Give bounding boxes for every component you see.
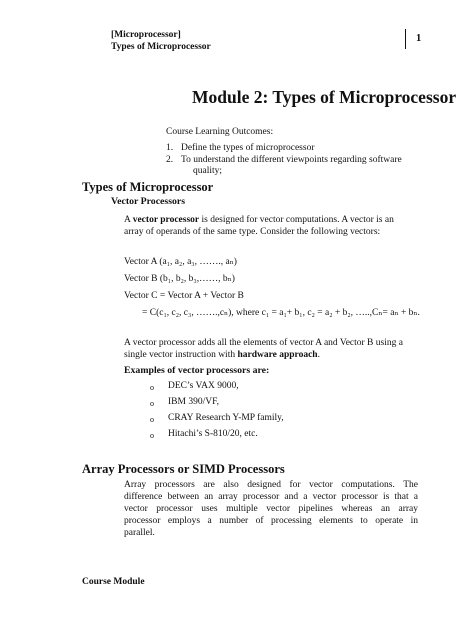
vector-c-expansion: = C(c₁, c₂, c₃, …….,cₙ), where c₁ = a₁+ b₁, c₂ = a₂ + b₂, …..,Cₙ= aₙ + bₙ. bbox=[142, 308, 420, 318]
array-para-line: Array processors are also designed for vector computations. The bbox=[124, 480, 418, 490]
array-para-line: vector processor uses multiple vector pipelines whereas an array bbox=[124, 504, 418, 514]
array-para-line: parallel. bbox=[124, 528, 155, 538]
vector-a: Vector A (a₁, a₂, a₃, ……., aₙ) bbox=[124, 257, 237, 267]
outcome-item-1: Define the types of microprocessor bbox=[181, 143, 315, 153]
examples-heading: Examples of vector processors are: bbox=[124, 365, 270, 376]
vector-add-line1: A vector processor adds all the elements of vector A and Vector B using a bbox=[124, 338, 403, 348]
vector-def-pre: A bbox=[124, 215, 133, 225]
outcome-item-2: To understand the different viewpoints regarding software bbox=[181, 155, 402, 165]
page-footer: Course Module bbox=[82, 577, 145, 587]
header-topic: Types of Microprocessor bbox=[111, 42, 211, 52]
vector-c: Vector C = Vector A + Vector B bbox=[124, 291, 244, 301]
bullet-marker: o bbox=[150, 399, 154, 408]
outcome-item-1-num: 1. bbox=[166, 143, 174, 153]
bullet-marker: o bbox=[150, 431, 154, 440]
outcomes-heading: Course Learning Outcomes: bbox=[166, 127, 274, 137]
array-para-line: processor employs a number of processing elements to operate in bbox=[124, 516, 418, 526]
vector-def-line2: array of operands of the same type. Consider the following vectors: bbox=[124, 227, 381, 237]
section-heading-array: Array Processors or SIMD Processors bbox=[82, 462, 285, 476]
example-item: IBM 390/VF, bbox=[168, 397, 219, 407]
vector-add-bold: hardware approach bbox=[237, 350, 318, 360]
page-number: 1 bbox=[416, 33, 422, 44]
bullet-marker: o bbox=[150, 383, 154, 392]
vector-def-post: is designed for vector computations. A vector is an bbox=[199, 215, 394, 225]
running-header bbox=[111, 29, 211, 53]
page-title: Module 2: Types of Microprocessor bbox=[192, 87, 457, 107]
subheading-vector-processors: Vector Processors bbox=[111, 196, 186, 207]
example-item: DEC’s VAX 9000, bbox=[168, 381, 239, 391]
section-heading-types: Types of Microprocessor bbox=[82, 180, 214, 194]
header-course: [Microprocessor] bbox=[111, 30, 181, 40]
array-para-line: difference between an array processor and a vector processor is that a bbox=[124, 492, 418, 502]
vector-def-term: vector processor bbox=[132, 215, 200, 225]
outcome-item-2-cont: quality; bbox=[193, 166, 223, 176]
vector-def-line1 bbox=[124, 214, 394, 227]
example-item: CRAY Research Y-MP family, bbox=[168, 413, 284, 423]
header-divider bbox=[405, 29, 406, 49]
vector-b: Vector B (b₁, b₂, b₃,……, bₙ) bbox=[124, 274, 235, 284]
outcome-item-2-num: 2. bbox=[166, 155, 174, 165]
vector-add-line2 bbox=[124, 349, 320, 362]
bullet-marker: o bbox=[150, 415, 154, 424]
example-item: Hitachi’s S-810/20, etc. bbox=[168, 429, 258, 439]
vector-add-pre: single vector instruction with bbox=[124, 350, 238, 360]
vector-add-post: . bbox=[317, 350, 320, 360]
